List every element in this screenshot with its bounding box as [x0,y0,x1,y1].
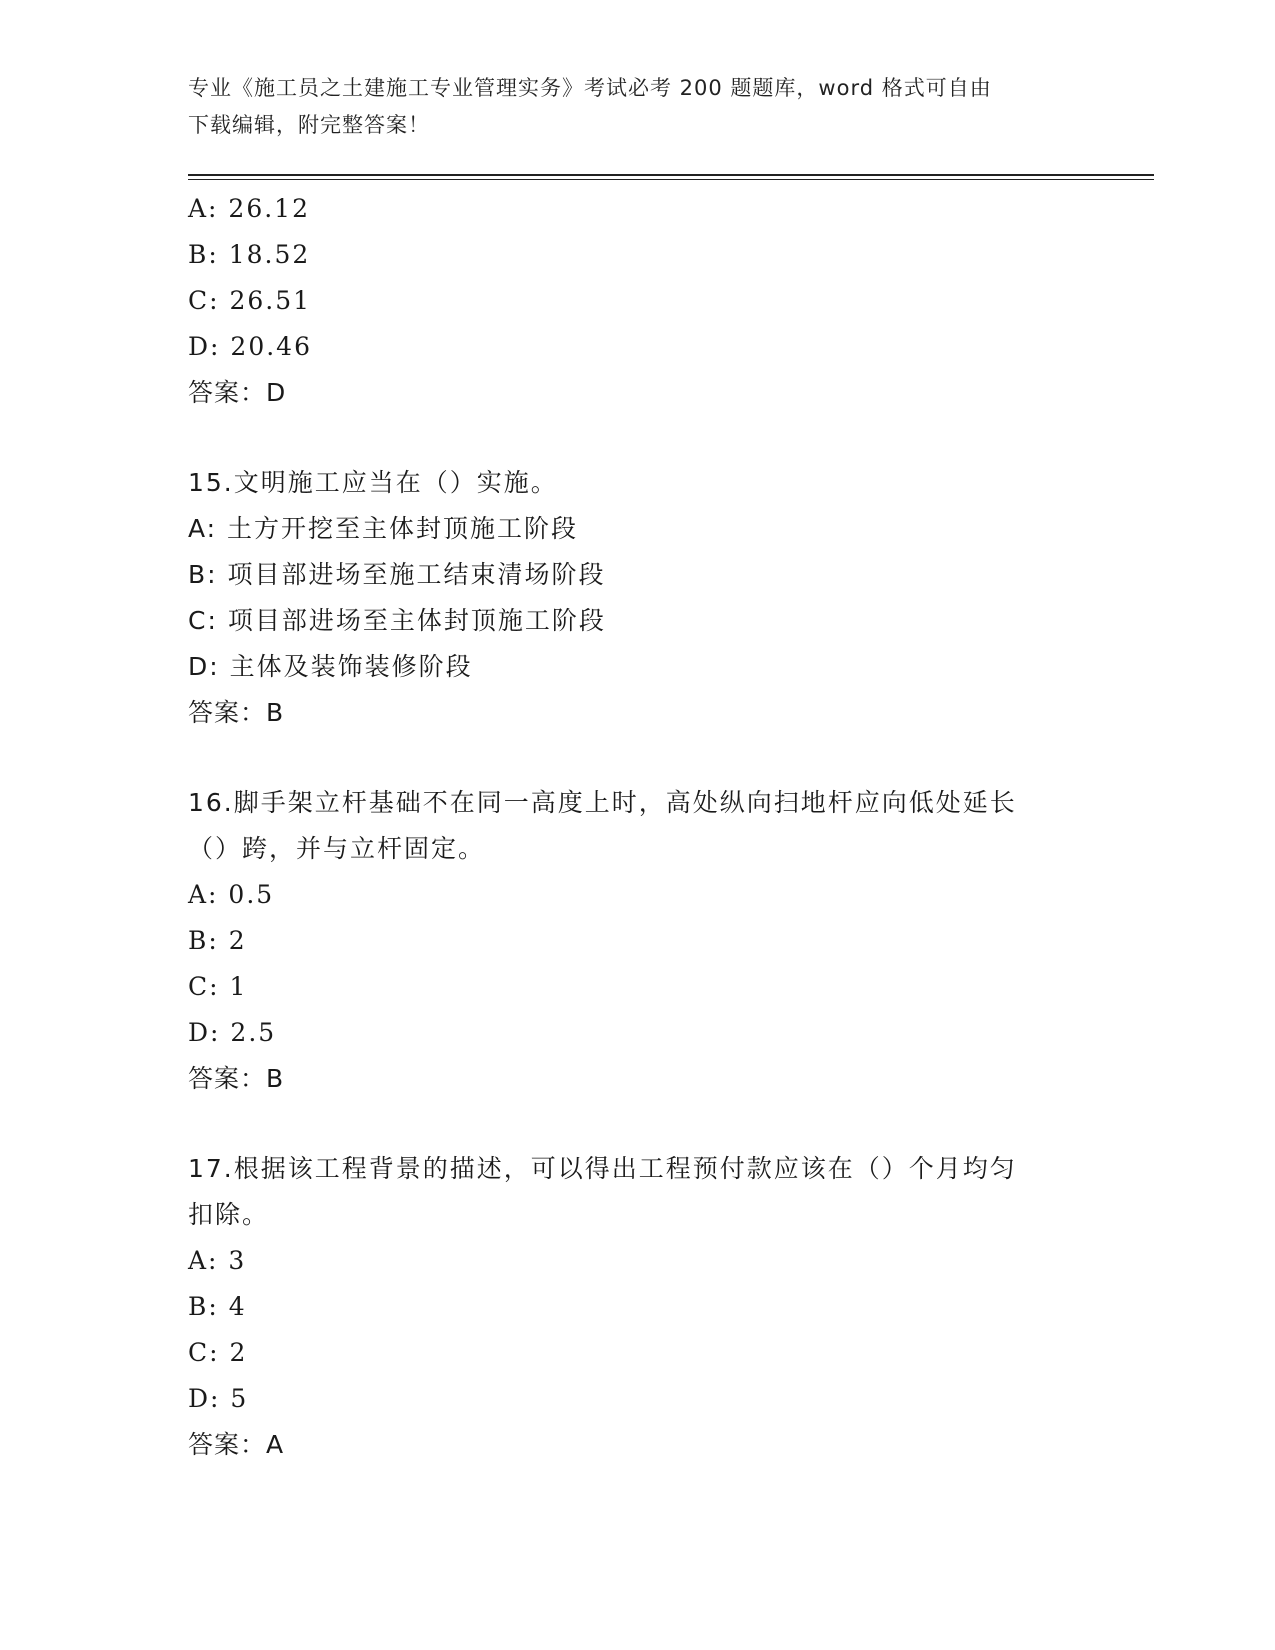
document-page [188,70,1148,1468]
spacer [188,1102,1148,1146]
option-c: C: 1 [188,972,248,1001]
answer-label: 答案：A [188,1430,285,1459]
option-b: B: 2 [188,926,247,955]
option-a: A: 0.5 [188,880,275,909]
option-c: C: 2 [188,1338,248,1367]
option-b: B: 项目部进场至施工结束清场阶段 [188,560,606,589]
header-divider [188,174,1154,180]
option-d: D: 2.5 [188,1018,277,1047]
question-stem-line-1: 16.脚手架立杆基础不在同一高度上时，高处纵向扫地杆应向低处延长 [188,788,1017,817]
option-a: A: 3 [188,1246,247,1275]
question-16 [188,780,1148,1102]
spacer [188,416,1148,460]
spacer [188,736,1148,780]
option-d: D: 主体及装饰装修阶段 [188,652,473,681]
header-title-line-2: 下载编辑，附完整答案！ [188,113,430,137]
document-header [188,70,1068,144]
question-list [188,186,1148,1468]
option-b: B: 4 [188,1292,247,1321]
question-15 [188,460,1148,736]
option-c: C: 26.51 [188,286,312,315]
answer-label: 答案：B [188,1064,285,1093]
question-stem-line-1: 17.根据该工程背景的描述，可以得出工程预付款应该在（）个月均匀 [188,1154,1017,1183]
option-a: A: 26.12 [188,194,310,223]
header-title-line-1: 专业《施工员之土建施工专业管理实务》考试必考 200 题题库，word 格式可自由 [188,76,992,100]
option-a: A: 土方开挖至主体封顶施工阶段 [188,514,579,543]
option-b: B: 18.52 [188,240,311,269]
question-stem-line-2: 扣除。 [188,1200,270,1229]
question-17 [188,1146,1148,1468]
answer-label: 答案：D [188,378,287,407]
question-stem-line-2: （）跨，并与立杆固定。 [188,834,486,863]
question-14 [188,186,1148,416]
answer-label: 答案：B [188,698,285,727]
option-d: D: 5 [188,1384,249,1413]
question-stem: 15.文明施工应当在（）实施。 [188,468,558,497]
option-c: C: 项目部进场至主体封顶施工阶段 [188,606,606,635]
option-d: D: 20.46 [188,332,312,361]
